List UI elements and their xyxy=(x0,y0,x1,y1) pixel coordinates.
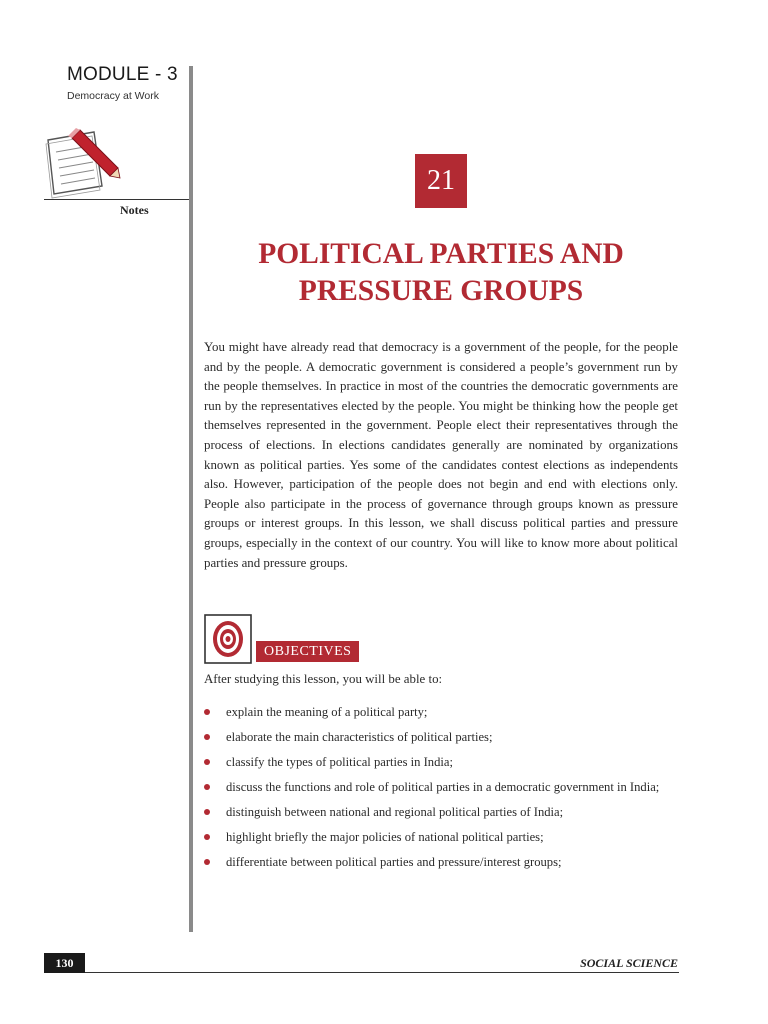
bullet-icon xyxy=(204,859,210,865)
notes-label: Notes xyxy=(120,203,149,217)
list-item xyxy=(204,779,680,797)
objectives-heading: OBJECTIVES xyxy=(256,641,359,662)
list-item-text: elaborate the main characteristics of political parties; xyxy=(226,730,493,744)
list-item-text: differentiate between political parties and pressure/interest groups; xyxy=(226,855,562,869)
target-icon xyxy=(204,614,252,664)
footer-divider xyxy=(85,972,679,973)
bullet-icon xyxy=(204,734,210,740)
bullet-icon xyxy=(204,709,210,715)
list-item xyxy=(204,829,680,847)
notes-underline xyxy=(44,199,189,200)
list-item xyxy=(204,854,680,872)
module-subtitle: Democracy at Work xyxy=(67,90,159,102)
page-number: 130 xyxy=(44,953,85,973)
list-item xyxy=(204,804,680,822)
chapter-title-line-1: POLITICAL PARTIES AND xyxy=(258,238,624,270)
list-item xyxy=(204,729,680,747)
bullet-icon xyxy=(204,834,210,840)
list-item xyxy=(204,754,680,772)
chapter-title xyxy=(205,236,677,310)
intro-paragraph: You might have already read that democracy is a government of the people, for the people and by the people. A democratic government is considered a people’s government run by the people themselves. In practice in most of the countries the democratic governments are run by the representatives elected by the people. You might be thinking how the people get themselves represented in the government. People elect their representatives through the process of elections. In elections candidates generally are nominated by organizations known as political parties. Yes some of the candidates contest elections as independents also. However, participation of the people does not begin and end with elections only. People also participate in the process of governance through groups known as pressure groups or interest groups. In this lesson, we shall discuss political parties and pressure groups, especially in the context of our country. You will like to know more about political parties and pressure groups. xyxy=(204,340,678,570)
chapter-number-badge: 21 xyxy=(415,154,467,208)
bullet-icon xyxy=(204,759,210,765)
sidebar-divider xyxy=(189,66,193,932)
list-item-text: classify the types of political parties in India; xyxy=(226,755,453,769)
list-item xyxy=(204,704,680,722)
list-item-text: highlight briefly the major policies of national political parties; xyxy=(226,830,544,844)
objectives-list xyxy=(204,704,680,879)
module-title: MODULE - 3 xyxy=(67,64,178,85)
notes-pencil-icon xyxy=(42,120,122,200)
chapter-title-line-2: PRESSURE GROUPS xyxy=(298,275,584,307)
list-item-text: distinguish between national and regional political parties of India; xyxy=(226,805,564,819)
footer-subject: SOCIAL SCIENCE xyxy=(580,956,678,970)
objectives-lead: After studying this lesson, you will be able to: xyxy=(204,672,443,686)
list-item-text: explain the meaning of a political party; xyxy=(226,705,428,719)
list-item-text: discuss the functions and role of political parties in a democratic government in India; xyxy=(226,780,660,794)
bullet-icon xyxy=(204,784,210,790)
bullet-icon xyxy=(204,809,210,815)
